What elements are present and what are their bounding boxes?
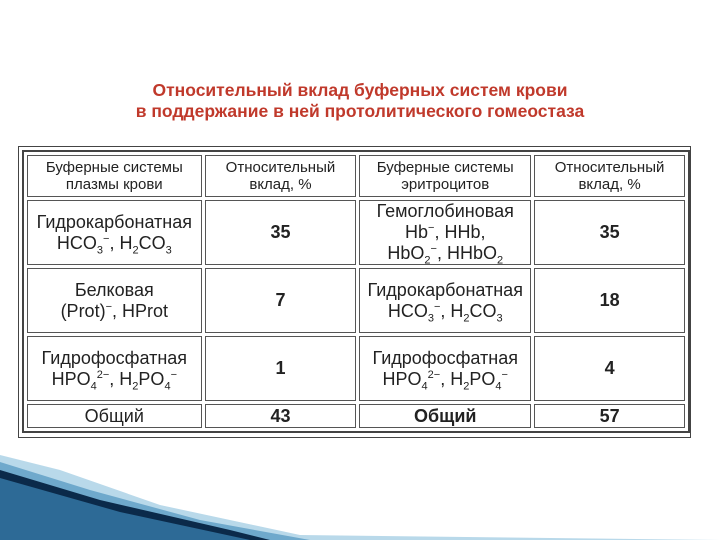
erythrocyte-total-label: Общий — [359, 404, 531, 428]
decor-wave-dark — [0, 470, 270, 540]
header-plasma-systems: Буферные системы плазмы крови — [27, 155, 202, 197]
plasma-system-cell: Белковая (Prot)−, HProt — [27, 268, 202, 333]
erythrocyte-value-cell: 18 — [534, 268, 685, 333]
table-header-row — [27, 155, 685, 197]
erythrocyte-system-cell: Гидрофосфатная $HPO_4^{2-}$, $H_2PO_4^-$ — [359, 336, 531, 401]
decor-wave-accent — [0, 478, 250, 540]
decor-wave-mid — [0, 462, 310, 540]
plasma-system-cell: Гидрофосфатная $HPO_4^{2-}$, $H_2PO_4^-$ — [27, 336, 202, 401]
erythrocyte-value-cell: 4 — [534, 336, 685, 401]
decor-wave-light — [0, 455, 720, 540]
plasma-total-label: Общий — [27, 404, 202, 428]
erythrocyte-system-cell: Гемоглобиновая Hb−, HHb, HbO$_2$−, HHbO$_2$ — [359, 200, 531, 265]
plasma-value-cell: 7 — [205, 268, 357, 333]
header-erythrocyte-contribution: Относительный вклад, % — [534, 155, 685, 197]
plasma-total-value: 43 — [205, 404, 357, 428]
title-line-2: в поддержание в ней протолитического гомеостаза — [135, 101, 585, 121]
table-total-row — [27, 404, 685, 428]
table-row — [27, 336, 685, 401]
erythrocyte-value-cell: 35 — [534, 200, 685, 265]
plasma-system-cell: Гидрокарбонатная $HCO_3^-$, $H_2CO_3$ — [27, 200, 202, 265]
buffer-systems-table — [22, 150, 690, 433]
plasma-value-cell: 35 — [205, 200, 357, 265]
erythrocyte-system-cell: Гидрокарбонатная $HCO_3^-$, $H_2CO_3$ — [359, 268, 531, 333]
header-plasma-contribution: Относительный вклад, % — [205, 155, 357, 197]
erythrocyte-total-value: 57 — [534, 404, 685, 428]
table-row — [27, 268, 685, 333]
table-row — [27, 200, 685, 265]
header-erythrocyte-systems: Буферные системы эритроцитов — [359, 155, 531, 197]
plasma-value-cell: 1 — [205, 336, 357, 401]
slide-title — [0, 80, 720, 122]
title-line-1: Относительный вклад буферных систем крови — [152, 80, 568, 100]
